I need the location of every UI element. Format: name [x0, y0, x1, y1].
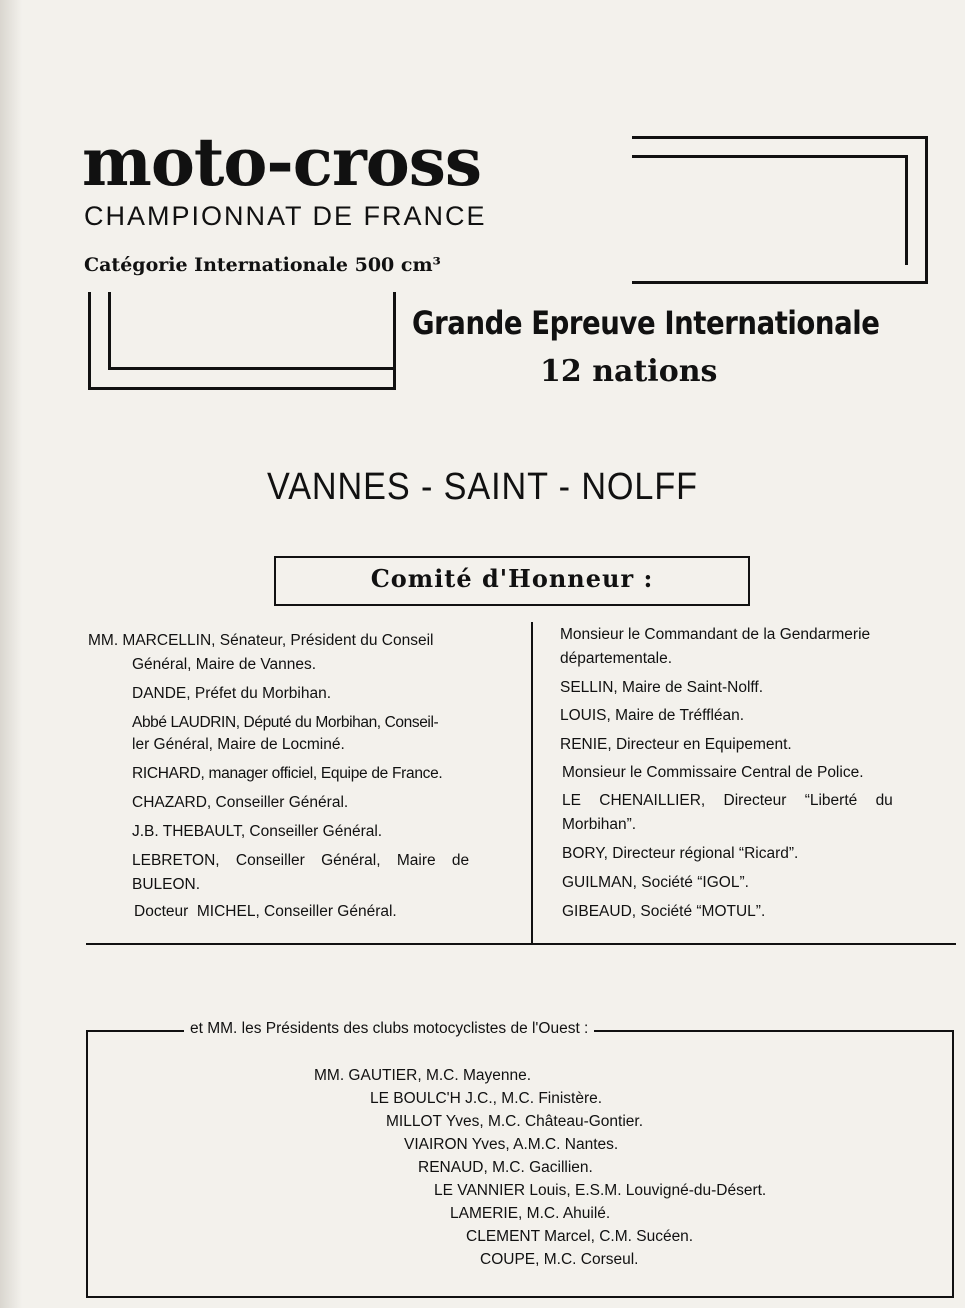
nations-heading: 12 nations: [540, 354, 718, 389]
event-heading: Grande Epreuve Internationale: [412, 304, 880, 342]
clubs-label: et MM. les Présidents des clubs motocyclistes de l'Ouest :: [184, 1018, 594, 1040]
list-item: départementale.: [560, 650, 673, 667]
list-item: Monsieur le Commandant de la Gendarmerie: [560, 626, 871, 643]
list-item: LE CHENAILLIER, Directeur “Liberté du: [562, 792, 893, 809]
list-item: DANDE, Préfet du Morbihan.: [132, 685, 332, 702]
list-item: BULEON.: [132, 876, 201, 893]
list-item: BORY, Directeur régional “Ricard”.: [562, 845, 799, 862]
list-item: MILLOT Yves, M.C. Château-Gontier.: [386, 1113, 644, 1130]
list-item: CLEMENT Marcel, C.M. Sucéen.: [466, 1228, 694, 1245]
column-divider: [531, 622, 533, 944]
list-item: RICHARD, manager officiel, Equipe de France.: [132, 765, 443, 782]
category-line: Catégorie Internationale 500 cm³: [84, 254, 441, 276]
list-item: SELLIN, Maire de Saint-Nolff.: [560, 679, 764, 696]
list-item: Monsieur le Commissaire Central de Police.: [562, 764, 864, 781]
header-frame-left-inner: [108, 292, 396, 370]
list-item: LEBRETON, Conseiller Général, Maire de: [132, 852, 470, 869]
list-item: MM. GAUTIER, M.C. Mayenne.: [314, 1067, 532, 1084]
list-item: ler Général, Maire de Locminé.: [132, 736, 345, 753]
list-item: COUPE, M.C. Corseul.: [480, 1251, 639, 1268]
section-divider: [86, 943, 956, 945]
list-item: LE BOULC'H J.C., M.C. Finistère.: [370, 1090, 603, 1107]
list-item: MM. MARCELLIN, Sénateur, Président du Conseil: [88, 632, 434, 649]
list-item: RENAUD, M.C. Gacillien.: [418, 1159, 593, 1176]
list-item: Morbihan”.: [562, 816, 637, 833]
list-item: Abbé LAUDRIN, Député du Morbihan, Conseil-: [132, 714, 439, 731]
place-heading: VANNES - SAINT - NOLFF: [267, 466, 698, 508]
list-item: RENIE, Directeur en Equipement.: [560, 736, 792, 753]
list-item: CHAZARD, Conseiller Général.: [132, 794, 349, 811]
list-item: GIBEAUD, Société “MOTUL”.: [562, 903, 766, 920]
list-item: Docteur MICHEL, Conseiller Général.: [134, 903, 397, 920]
championship-subtitle: CHAMPIONNAT DE FRANCE: [84, 201, 487, 231]
page-title: moto-cross: [82, 123, 482, 201]
list-item: LOUIS, Maire de Tréffléan.: [560, 707, 745, 724]
list-item: J.B. THEBAULT, Conseiller Général.: [132, 823, 383, 840]
list-item: LE VANNIER Louis, E.S.M. Louvigné-du-Désert.: [434, 1182, 767, 1199]
list-item: VIAIRON Yves, A.M.C. Nantes.: [404, 1136, 619, 1153]
list-item: Général, Maire de Vannes.: [132, 656, 317, 673]
list-item: LAMERIE, M.C. Ahuilé.: [450, 1205, 611, 1222]
list-item: GUILMAN, Société “IGOL”.: [562, 874, 749, 891]
committee-title: Comité d'Honneur :: [370, 564, 654, 593]
page-binding-edge: [0, 0, 22, 1308]
header-frame-right-inner: [632, 155, 908, 265]
